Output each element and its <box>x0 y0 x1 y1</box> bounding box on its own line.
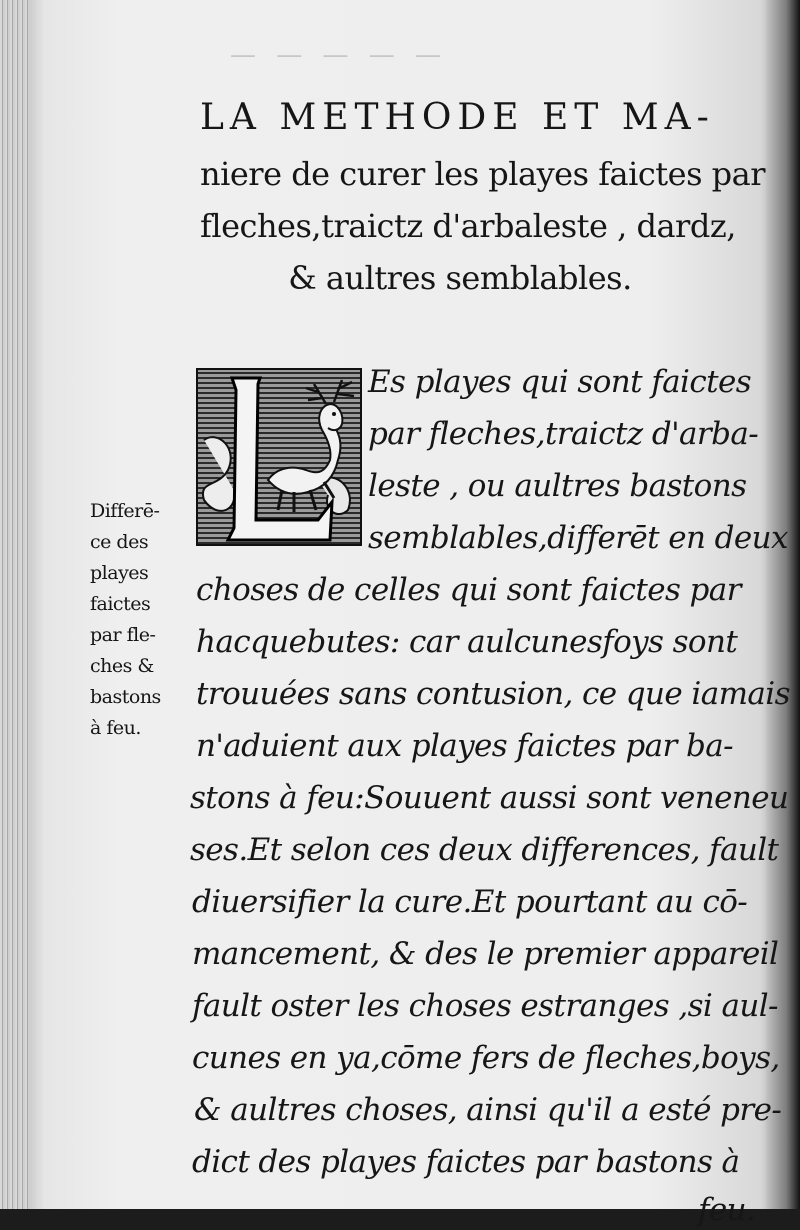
bleed-through-mark: — — — — — <box>230 40 448 70</box>
chapter-title-line: niere de curer les playes faictes par <box>200 155 766 193</box>
body-line: trouuées sans contusion, ce que iamais <box>196 676 790 712</box>
body-line: semblables,differēt en deux <box>368 520 788 556</box>
body-line: hacquebutes: car aulcunesfoys sont <box>196 624 738 660</box>
body-line: leste , ou aultres bastons <box>368 468 747 504</box>
body-line: stons à feu:Souuent aussi sont veneneu <box>190 780 789 816</box>
stag-initial-icon <box>196 368 362 546</box>
body-line: n'aduient aux playes faictes par ba- <box>196 728 733 764</box>
margin-note-line: par fle- <box>90 624 156 646</box>
body-line: dict des playes faictes par bastons à <box>192 1144 740 1180</box>
body-line: choses de celles qui sont faictes par <box>196 572 741 608</box>
chapter-title-caps: LA METHODE ET MA- <box>200 97 715 138</box>
body-line: ses.Et selon ces deux differences, fault <box>190 832 779 868</box>
margin-note-line: ce des <box>90 531 149 553</box>
chapter-title-line: & aultres semblables. <box>288 259 632 297</box>
body-line: cunes en ya,cōme fers de fleches,boys, <box>192 1040 780 1076</box>
margin-note-line: bastons <box>90 686 161 708</box>
chapter-title-line: fleches,traictz d'arbaleste , dardz, <box>200 207 736 245</box>
margin-note-line: faictes <box>90 593 151 615</box>
body-line: feu. <box>698 1192 756 1228</box>
margin-note-line: Differē- <box>90 500 160 522</box>
body-line: par fleches,traictz d'arba- <box>368 416 759 452</box>
body-line: fault oster les choses estranges ,si aul- <box>192 988 778 1024</box>
body-line: Es playes qui sont faictes <box>368 364 752 400</box>
margin-note-line: ches & <box>90 655 154 677</box>
chapter-title <box>200 88 766 304</box>
page-edge-shadow <box>766 0 800 1209</box>
body-line: diuersifier la cure.Et pourtant au cō- <box>192 884 748 920</box>
body-line: mancement, & des le premier appareil <box>192 936 779 972</box>
margin-note-line: à feu. <box>90 717 141 739</box>
page-gutter <box>0 0 30 1209</box>
margin-note <box>90 496 190 744</box>
body-line: & aultres choses, ainsi qu'il a esté pre- <box>194 1092 782 1128</box>
margin-note-line: playes <box>90 562 149 584</box>
